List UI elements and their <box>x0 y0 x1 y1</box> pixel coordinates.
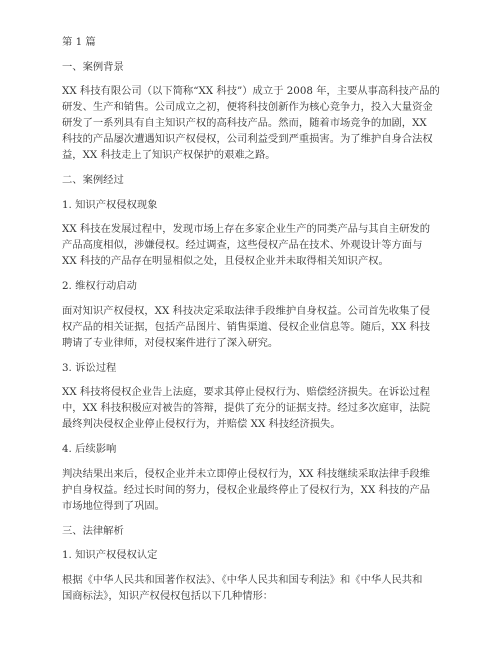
section-heading-legal-analysis: 三、法律解析 <box>62 524 124 537</box>
paragraph-line: 权产品的相关证据，包括产品图片、销售渠道、侵权企业信息等。随后，XX 科技 <box>62 320 431 333</box>
subsection-heading: 1. 知识产权侵权现象 <box>62 198 158 211</box>
paragraph-line: 面对知识产权侵权，XX 科技决定采取法律手段维护自身权益。公司首先收集了侵 <box>62 304 431 317</box>
paragraph-line: XX 科技将侵权企业告上法庭，要求其停止侵权行为、赔偿经济损失。在诉讼过程 <box>62 386 431 398</box>
paragraph-line: XX 科技的产品存在明显相似之处，且侵权企业并未取得相关知识产权。 <box>62 255 389 267</box>
paragraph-line: 根据《中华人民共和国著作权法》、《中华人民共和国专利法》和《中华人民共和 <box>62 573 423 586</box>
subsection-heading: 2. 维权行动启动 <box>62 280 137 292</box>
paragraph-litigation <box>62 384 444 432</box>
paragraph-background <box>62 83 444 163</box>
subsection-heading: 1. 知识产权侵权认定 <box>62 549 158 561</box>
paragraph-line: 判决结果出来后，侵权企业并未立即停止侵权行为，XX 科技继续采取法律手段维 <box>62 467 431 480</box>
paragraph-line: 益，XX 科技走上了知识产权保护的艰难之路。 <box>62 149 276 161</box>
section-heading-background: 一、案例背景 <box>62 60 124 73</box>
paragraph-line: 科技的产品屡次遭遇知识产权侵权，公司利益受到严重损害。为了维护自身合法权 <box>62 133 433 145</box>
subsection-heading: 3. 诉讼过程 <box>62 361 117 374</box>
paragraph-line: 中，XX 科技积极应对被告的答辩，提供了充分的证据支持。经过多次庭审，法院 <box>62 402 431 414</box>
paragraph-line: 研发了一系列具有自主知识产权的高科技产品。然而，随着市场竞争的加剧，XX <box>62 117 427 129</box>
paragraph-infringement-determination <box>62 572 444 604</box>
paragraph-line: 产品高度相似，涉嫌侵权。经过调查，这些侵权产品在技术、外观设计等方面与 <box>62 239 423 251</box>
paragraph-line: XX 科技在发展过程中，发现市场上存在多家企业生产的同类产品与其自主研发的 <box>62 223 431 235</box>
paragraph-line: 护自身权益。经过长时间的努力，侵权企业最终停止了侵权行为，XX 科技的产品 <box>62 483 431 496</box>
paragraph-line: 市场地位得到了巩固。 <box>62 499 165 512</box>
paragraph-line: 最终判决侵权企业停止侵权行为，并赔偿 XX 科技经济损失。 <box>62 418 341 430</box>
paragraph-rights-action <box>62 303 444 351</box>
chapter-heading: 第 1 篇 <box>62 36 96 48</box>
paragraph-aftermath <box>62 466 444 514</box>
paragraph-infringement <box>62 221 444 269</box>
section-heading-process: 二、案例经过 <box>62 174 124 186</box>
subsection-heading: 4. 后续影响 <box>62 443 117 455</box>
paragraph-line: XX 科技有限公司（以下简称“XX 科技”）成立于 2008 年，主要从事高科技产品的 <box>62 85 440 97</box>
paragraph-line: 国商标法》，知识产权侵权包括以下几种情形： <box>62 589 274 602</box>
paragraph-line: 研发、生产和销售。公司成立之初，便将科技创新作为核心竞争力，投入大量资金 <box>62 101 433 113</box>
paragraph-line: 聘请了专业律师，对侵权案件进行了深入研究。 <box>62 336 279 349</box>
